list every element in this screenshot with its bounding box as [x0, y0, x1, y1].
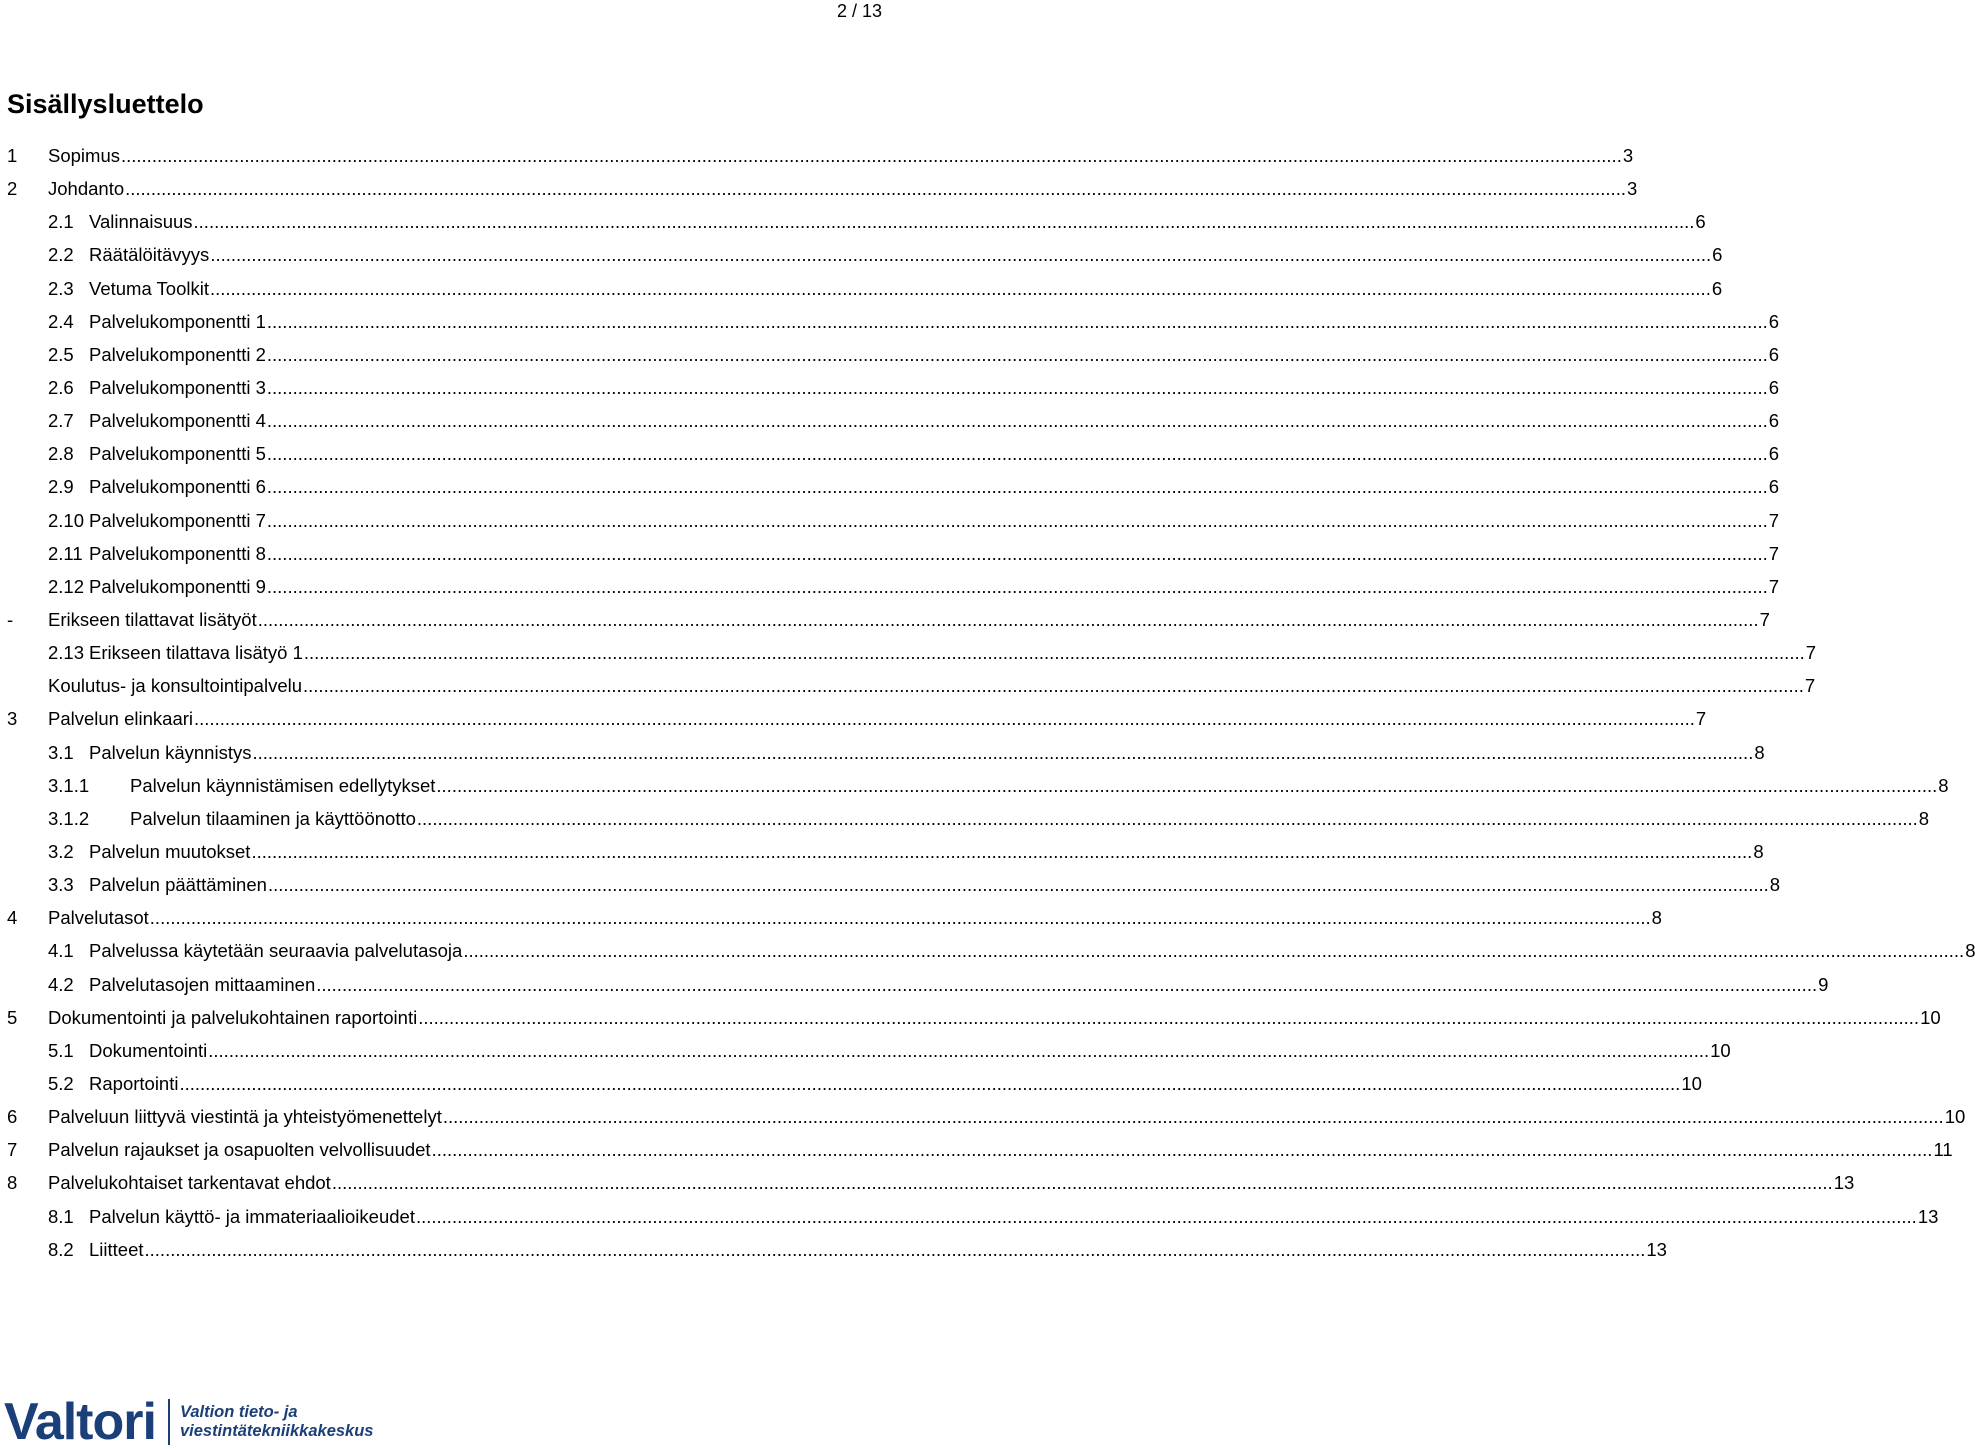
toc-title: Sisällysluettelo: [7, 89, 204, 119]
toc-entry-number: 2.12: [48, 575, 85, 597]
toc-entry-line: [89, 338, 1780, 371]
toc-dot-leader: [208, 1034, 1709, 1067]
toc-entry-title[interactable]: Dokumentointi: [89, 1034, 208, 1067]
toc-entry-page: 6: [1711, 277, 1723, 299]
toc-entry-line: [89, 934, 1975, 967]
toc-entry-title[interactable]: Palvelutasojen mittaaminen: [89, 968, 316, 1001]
logo-wordmark: Valtori: [4, 1393, 156, 1451]
toc-entry[interactable]: [7, 570, 1780, 603]
toc-entry[interactable]: [7, 1200, 1939, 1233]
toc-entry-title[interactable]: Räätälöitävyys: [89, 238, 210, 271]
toc-dot-leader: [416, 1200, 1917, 1233]
toc-entry-title[interactable]: Palvelun käyttö- ja immateriaalioikeudet: [89, 1200, 416, 1233]
toc-entry-title[interactable]: Palvelukomponentti 6: [89, 470, 267, 503]
toc-entry-number: 3.2: [48, 840, 74, 862]
toc-dot-leader: [251, 835, 1752, 868]
toc-entry-line: [89, 205, 1706, 238]
toc-dot-leader: [252, 736, 1753, 769]
table-of-contents: [7, 139, 1975, 1266]
toc-dot-leader: [210, 238, 1711, 271]
toc-entry[interactable]: [7, 868, 1781, 901]
toc-entry-title[interactable]: Palvelun muutokset: [89, 835, 251, 868]
toc-entry-page: 8: [1651, 907, 1662, 929]
toc-entry-page: 7: [1768, 542, 1780, 564]
toc-entry-page: 10: [1920, 1006, 1941, 1028]
toc-entry[interactable]: [7, 1133, 1953, 1166]
toc-entry-number: 3.1.2: [48, 807, 90, 829]
toc-dot-leader: [436, 769, 1937, 802]
toc-entry[interactable]: [7, 272, 1723, 305]
toc-entry-line: [89, 636, 1817, 669]
toc-entry[interactable]: [7, 802, 1930, 835]
toc-dot-leader: [418, 1001, 1919, 1034]
toc-entry-line: [48, 1166, 1855, 1199]
toc-entry-page: 10: [1710, 1039, 1731, 1061]
toc-entry-number: 2.13: [48, 642, 85, 664]
toc-entry-line: [48, 172, 1638, 205]
toc-dot-leader: [463, 934, 1964, 967]
toc-entry-title[interactable]: Palvelukomponentti 4: [89, 404, 267, 437]
toc-dot-leader: [417, 802, 1918, 835]
toc-entry-title[interactable]: Palvelun tilaaminen ja käyttöönotto: [130, 802, 417, 835]
toc-entry-title[interactable]: Palvelun päättäminen: [89, 868, 268, 901]
toc-entry-number: 3.1: [48, 741, 74, 763]
toc-entry[interactable]: [7, 1233, 1667, 1266]
toc-entry-line: [48, 1133, 1953, 1166]
toc-dot-leader: [267, 404, 1768, 437]
toc-dot-leader: [258, 603, 1759, 636]
toc-dot-leader: [267, 338, 1768, 371]
toc-entry-line: [48, 1100, 1966, 1133]
toc-entry[interactable]: [7, 338, 1780, 371]
toc-entry-line: [48, 1001, 1941, 1034]
valtori-logo: [4, 1393, 374, 1451]
toc-entry-line: [89, 868, 1781, 901]
toc-entry-page: 7: [1768, 509, 1780, 531]
toc-dot-leader: [194, 205, 1695, 238]
toc-entry-title[interactable]: Raportointi: [89, 1067, 179, 1100]
toc-entry-line: [89, 570, 1780, 603]
toc-entry-number: 2.4: [48, 310, 74, 332]
toc-entry-number: 5.1: [48, 1039, 74, 1061]
toc-dot-leader: [332, 1166, 1833, 1199]
toc-entry-line: [89, 371, 1780, 404]
toc-entry-number: 5.2: [48, 1072, 74, 1094]
toc-entry-page: 6: [1768, 376, 1780, 398]
toc-entry[interactable]: [7, 371, 1780, 404]
toc-entry-line: [89, 272, 1723, 305]
toc-entry[interactable]: [7, 205, 1706, 238]
toc-dot-leader: [267, 305, 1768, 338]
toc-entry-number: 6: [7, 1106, 18, 1128]
toc-entry[interactable]: [7, 504, 1780, 537]
toc-dot-leader: [267, 570, 1768, 603]
toc-entry-line: [89, 470, 1780, 503]
toc-dot-leader: [267, 437, 1768, 470]
toc-entry-number: 2.11: [48, 542, 83, 564]
toc-entry[interactable]: [7, 603, 1770, 636]
toc-entry-page: 6: [1768, 310, 1780, 332]
toc-entry-title[interactable]: Palvelussa käytetään seuraavia palvelutasoja: [89, 934, 463, 967]
toc-entry[interactable]: [7, 305, 1780, 338]
toc-entry-line: [89, 1200, 1939, 1233]
toc-entry-number: 4.2: [48, 973, 74, 995]
toc-entry-page: 6: [1695, 211, 1706, 233]
toc-entry[interactable]: [7, 139, 1634, 172]
toc-entry-number: 2.5: [48, 343, 74, 365]
toc-entry-line: [89, 835, 1764, 868]
toc-entry-page: 7: [1804, 675, 1816, 697]
toc-entry-page: 6: [1768, 410, 1780, 432]
toc-entry-number: 3.3: [48, 874, 74, 896]
toc-entry-line: [130, 802, 1930, 835]
toc-dot-leader: [267, 371, 1768, 404]
toc-entry-title[interactable]: Vetuma Toolkit: [89, 272, 210, 305]
toc-entry[interactable]: [7, 1067, 1702, 1100]
toc-entry-line: [48, 603, 1770, 636]
toc-entry-title[interactable]: Palvelukomponentti 9: [89, 570, 267, 603]
toc-entry-page: 7: [1759, 608, 1770, 630]
toc-entry-page: 6: [1768, 443, 1780, 465]
toc-entry-title[interactable]: Palvelun käynnistys: [89, 736, 252, 769]
logo-tagline: [180, 1403, 374, 1441]
toc-entry-page: 10: [1681, 1072, 1702, 1094]
toc-entry[interactable]: [7, 537, 1780, 570]
toc-entry-line: [89, 437, 1780, 470]
toc-entry-number: 4: [7, 907, 18, 929]
toc-entry-title[interactable]: Palvelukohtaiset tarkentavat ehdot: [48, 1166, 332, 1199]
toc-entry-number: 2.8: [48, 443, 74, 465]
toc-entry-page: 8: [1938, 774, 1949, 796]
logo-divider: [168, 1399, 170, 1445]
toc-dot-leader: [210, 272, 1711, 305]
toc-entry-line: [89, 504, 1780, 537]
toc-entry-number: 8: [7, 1172, 18, 1194]
toc-dot-leader: [179, 1067, 1680, 1100]
toc-dot-leader: [304, 636, 1805, 669]
logo-tagline-line2: viestintätekniikkakeskus: [179, 1422, 374, 1440]
page-number: 2 / 13: [836, 1, 882, 21]
toc-dot-leader: [303, 669, 1804, 702]
toc-entry-number: 2.10: [48, 509, 85, 531]
toc-dot-leader: [432, 1133, 1933, 1166]
toc-entry-title[interactable]: Dokumentointi ja palvelukohtainen raportointi: [48, 1001, 418, 1034]
toc-entry-number: 8.2: [48, 1238, 74, 1260]
toc-entry-page: 7: [1805, 642, 1817, 664]
toc-entry[interactable]: [7, 669, 1816, 702]
toc-entry-line: [89, 1233, 1667, 1266]
toc-dot-leader: [443, 1100, 1944, 1133]
toc-entry-line: [89, 404, 1780, 437]
toc-entry-page: 6: [1768, 343, 1780, 365]
toc-entry[interactable]: [7, 1001, 1941, 1034]
toc-entry[interactable]: [7, 238, 1723, 271]
toc-entry[interactable]: [7, 736, 1765, 769]
toc-entry-title[interactable]: Palvelun elinkaari: [48, 702, 194, 735]
toc-entry-line: [89, 736, 1765, 769]
toc-entry-page: 11: [1933, 1139, 1953, 1161]
toc-entry-title[interactable]: Johdanto: [48, 172, 125, 205]
toc-entry-number: 5: [7, 1006, 18, 1028]
toc-entry-line: [48, 702, 1707, 735]
toc-dot-leader: [267, 537, 1768, 570]
toc-entry-page: 13: [1917, 1205, 1939, 1227]
toc-entry-line: [48, 901, 1662, 934]
toc-entry-title[interactable]: Palveluun liittyvä viestintä ja yhteistyömenettelyt: [48, 1100, 443, 1133]
toc-entry-page: 8: [1965, 940, 1975, 962]
toc-entry-title[interactable]: Palvelun käynnistämisen edellytykset: [130, 769, 436, 802]
toc-entry-title[interactable]: Palvelukomponentti 2: [89, 338, 267, 371]
toc-entry-number: 2.6: [48, 376, 74, 398]
toc-entry-number: 2.3: [48, 277, 74, 299]
toc-entry-title[interactable]: Valinnaisuus: [89, 205, 194, 238]
toc-entry-title[interactable]: Palvelukomponentti 1: [89, 305, 267, 338]
toc-entry-number: 3: [7, 708, 18, 730]
toc-entry-page: 6: [1768, 476, 1780, 498]
toc-entry-line: [89, 537, 1780, 570]
toc-entry-title[interactable]: Palvelukomponentti 7: [89, 504, 267, 537]
toc-entry-page: 7: [1695, 708, 1707, 730]
toc-entry-number: 2.1: [48, 211, 74, 233]
toc-entry[interactable]: [7, 437, 1780, 470]
toc-entry-number: 8.1: [48, 1205, 74, 1227]
toc-entry[interactable]: [7, 934, 1975, 967]
toc-entry-line: [130, 769, 1949, 802]
toc-entry-page: 3: [1622, 145, 1634, 166]
toc-entry-title[interactable]: Palvelukomponentti 5: [89, 437, 267, 470]
toc-dot-leader: [316, 968, 1817, 1001]
toc-entry-page: 13: [1833, 1172, 1855, 1194]
toc-entry-number: 1: [7, 145, 18, 166]
toc-entry-line: [48, 139, 1634, 172]
toc-entry-page: 8: [1769, 874, 1781, 896]
toc-entry-line: [89, 1067, 1702, 1100]
toc-entry[interactable]: [7, 835, 1764, 868]
toc-entry-page: 8: [1918, 807, 1930, 829]
toc-entry-page: 7: [1768, 575, 1780, 597]
toc-entry[interactable]: [7, 470, 1780, 503]
toc-dot-leader: [194, 702, 1695, 735]
toc-entry-title[interactable]: Sopimus: [48, 139, 121, 172]
toc-entry-title[interactable]: Palvelukomponentti 8: [89, 537, 267, 570]
toc-entry-page: 8: [1753, 840, 1764, 862]
toc-entry-line: [89, 968, 1829, 1001]
toc-entry[interactable]: [7, 636, 1817, 669]
toc-entry[interactable]: [7, 1034, 1731, 1067]
toc-entry-number: 2: [7, 178, 18, 200]
toc-dot-leader: [150, 901, 1651, 934]
toc-entry-page: 9: [1818, 973, 1829, 995]
toc-entry-line: [89, 1034, 1731, 1067]
toc-dot-leader: [267, 470, 1768, 503]
toc-entry-line: [48, 669, 1816, 702]
toc-entry[interactable]: [7, 404, 1780, 437]
toc-entry-number: 4.1: [48, 940, 74, 962]
toc-entry-page: 3: [1626, 178, 1638, 200]
toc-entry-title[interactable]: Koulutus- ja konsultointipalvelu: [48, 669, 303, 702]
toc-entry[interactable]: [7, 1166, 1855, 1199]
toc-entry-number: 3.1.1: [48, 774, 90, 796]
toc-dot-leader: [268, 868, 1769, 901]
toc-entry[interactable]: [7, 769, 1949, 802]
toc-entry[interactable]: [7, 1100, 1966, 1133]
toc-entry-title[interactable]: Erikseen tilattava lisätyö 1: [89, 636, 304, 669]
toc-entry-title[interactable]: Palvelutasot: [48, 901, 150, 934]
toc-entry-page: 8: [1754, 741, 1765, 763]
toc-entry-title[interactable]: Erikseen tilattavat lisätyöt: [48, 603, 258, 636]
toc-entry-line: [89, 305, 1780, 338]
toc-entry[interactable]: [7, 172, 1638, 205]
toc-entry-page: 10: [1944, 1106, 1966, 1128]
toc-entry-number: 7: [7, 1139, 18, 1161]
toc-entry-title[interactable]: Palvelukomponentti 3: [89, 371, 267, 404]
toc-entry-number: 2.7: [48, 410, 74, 432]
toc-entry-line: [89, 238, 1723, 271]
toc-entry[interactable]: [7, 968, 1829, 1001]
toc-entry-number: 2.9: [48, 476, 74, 498]
toc-entry-number: -: [7, 608, 14, 630]
toc-dot-leader: [125, 172, 1626, 205]
toc-entry-number: 2.2: [48, 244, 74, 266]
toc-entry[interactable]: [7, 702, 1707, 735]
toc-entry-title[interactable]: Palvelun rajaukset ja osapuolten velvollisuudet: [48, 1133, 432, 1166]
toc-entry-page: 6: [1712, 244, 1723, 266]
toc-entry-title[interactable]: Liitteet: [89, 1233, 145, 1266]
toc-dot-leader: [145, 1233, 1646, 1266]
toc-entry-page: 13: [1646, 1238, 1667, 1260]
toc-dot-leader: [121, 139, 1622, 172]
toc-dot-leader: [267, 504, 1768, 537]
logo-tagline-line1: Valtion tieto- ja: [179, 1403, 298, 1421]
toc-entry[interactable]: [7, 901, 1662, 934]
